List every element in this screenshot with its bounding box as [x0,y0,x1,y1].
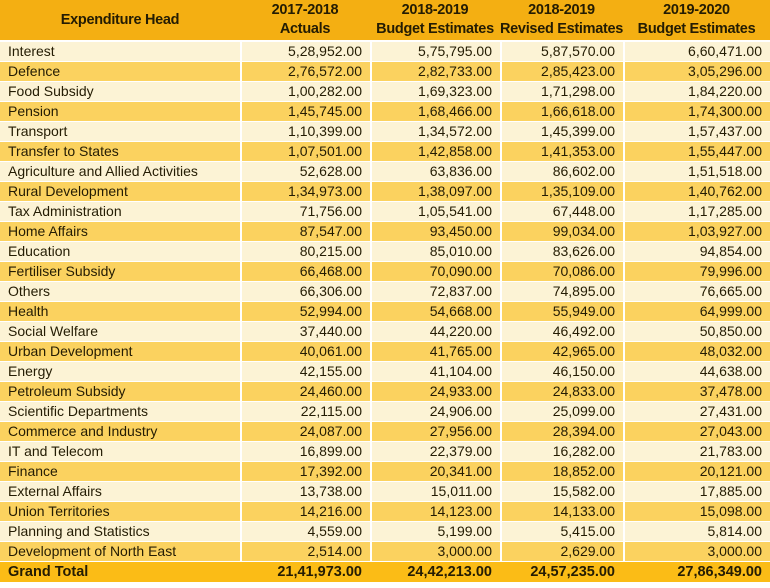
row-value-budget-estimates-next: 37,478.00 [623,382,770,402]
table-row [0,442,770,462]
column-header-period: 2019-2020 [663,2,730,18]
row-value-budget-estimates: 24,906.00 [370,402,500,422]
row-value-revised-estimates: 1,71,298.00 [500,82,623,102]
table-row [0,102,770,122]
row-value-actuals: 24,087.00 [240,422,370,442]
row-value-budget-estimates: 22,379.00 [370,442,500,462]
row-value-budget-estimates-next: 20,121.00 [623,462,770,482]
row-value-budget-estimates-next: 50,850.00 [623,322,770,342]
column-header-2018-2019-revised-estimates [500,0,623,42]
table-row [0,142,770,162]
row-value-budget-estimates: 5,75,795.00 [370,42,500,62]
row-value-budget-estimates-next: 3,05,296.00 [623,62,770,82]
row-value-budget-estimates-next: 79,996.00 [623,262,770,282]
table-row [0,82,770,102]
row-value-budget-estimates: 14,123.00 [370,502,500,522]
table-row [0,282,770,302]
row-value-revised-estimates: 1,66,618.00 [500,102,623,122]
table-row [0,182,770,202]
grand-total-value-revised-estimates: 24,57,235.00 [500,562,623,582]
row-value-budget-estimates: 72,837.00 [370,282,500,302]
grand-total-row [0,562,770,582]
row-value-budget-estimates: 54,668.00 [370,302,500,322]
table-row [0,122,770,142]
row-value-actuals: 71,756.00 [240,202,370,222]
row-value-budget-estimates-next: 64,999.00 [623,302,770,322]
row-value-actuals: 2,76,572.00 [240,62,370,82]
row-value-budget-estimates: 5,199.00 [370,522,500,542]
table-row [0,422,770,442]
table-row [0,502,770,522]
row-value-budget-estimates: 70,090.00 [370,262,500,282]
row-value-revised-estimates: 70,086.00 [500,262,623,282]
row-value-revised-estimates: 14,133.00 [500,502,623,522]
row-head: Energy [0,362,240,382]
table-row [0,202,770,222]
row-value-budget-estimates-next: 6,60,471.00 [623,42,770,62]
row-value-budget-estimates: 41,104.00 [370,362,500,382]
row-value-budget-estimates-next: 21,783.00 [623,442,770,462]
row-head: Interest [0,42,240,62]
row-value-budget-estimates: 1,42,858.00 [370,142,500,162]
row-value-budget-estimates: 20,341.00 [370,462,500,482]
row-value-revised-estimates: 24,833.00 [500,382,623,402]
column-header-kind: Actuals [279,21,331,37]
table-row [0,262,770,282]
table-body [0,42,770,562]
row-value-actuals: 37,440.00 [240,322,370,342]
row-value-actuals: 1,00,282.00 [240,82,370,102]
row-value-revised-estimates: 1,45,399.00 [500,122,623,142]
row-value-actuals: 13,738.00 [240,482,370,502]
row-value-revised-estimates: 46,492.00 [500,322,623,342]
row-value-budget-estimates-next: 1,03,927.00 [623,222,770,242]
row-head: Fertiliser Subsidy [0,262,240,282]
row-value-budget-estimates-next: 1,51,518.00 [623,162,770,182]
column-header-period: 2018-2019 [528,2,595,18]
column-header-kind: Budget Estimates [637,21,756,37]
table-row [0,322,770,342]
row-value-revised-estimates: 83,626.00 [500,242,623,262]
row-head: Scientific Departments [0,402,240,422]
row-value-budget-estimates-next: 27,043.00 [623,422,770,442]
table-row [0,242,770,262]
row-value-revised-estimates: 86,602.00 [500,162,623,182]
column-header-2019-2020-budget-estimates [623,0,770,42]
row-value-budget-estimates: 1,34,572.00 [370,122,500,142]
column-header-2018-2019-budget-estimates [370,0,500,42]
row-head: Food Subsidy [0,82,240,102]
row-value-actuals: 80,215.00 [240,242,370,262]
row-head: Agriculture and Allied Activities [0,162,240,182]
grand-total-value-budget-estimates: 24,42,213.00 [370,562,500,582]
row-head: Home Affairs [0,222,240,242]
table-row [0,382,770,402]
column-header-period: 2018-2019 [401,2,469,18]
table-header-row [0,0,770,42]
row-head: Development of North East [0,542,240,562]
table-row [0,542,770,562]
row-head: Finance [0,462,240,482]
row-value-revised-estimates: 25,099.00 [500,402,623,422]
row-head: Transfer to States [0,142,240,162]
row-head: Health [0,302,240,322]
column-header-expenditure-head: Expenditure Head [0,0,240,42]
table-row [0,522,770,542]
table-footer [0,562,770,582]
row-value-revised-estimates: 46,150.00 [500,362,623,382]
row-value-budget-estimates-next: 15,098.00 [623,502,770,522]
grand-total-value-budget-estimates-next: 27,86,349.00 [623,562,770,582]
table-row [0,362,770,382]
row-value-actuals: 66,468.00 [240,262,370,282]
row-head: Transport [0,122,240,142]
row-value-revised-estimates: 18,852.00 [500,462,623,482]
row-value-budget-estimates-next: 3,000.00 [623,542,770,562]
row-value-budget-estimates-next: 27,431.00 [623,402,770,422]
row-value-actuals: 1,10,399.00 [240,122,370,142]
row-value-actuals: 1,45,745.00 [240,102,370,122]
row-value-revised-estimates: 2,85,423.00 [500,62,623,82]
row-value-actuals: 16,899.00 [240,442,370,462]
row-value-budget-estimates: 24,933.00 [370,382,500,402]
row-head: Education [0,242,240,262]
row-value-actuals: 2,514.00 [240,542,370,562]
row-value-budget-estimates-next: 1,74,300.00 [623,102,770,122]
row-value-budget-estimates: 15,011.00 [370,482,500,502]
row-value-revised-estimates: 1,41,353.00 [500,142,623,162]
row-value-actuals: 5,28,952.00 [240,42,370,62]
row-value-actuals: 1,07,501.00 [240,142,370,162]
row-value-actuals: 87,547.00 [240,222,370,242]
row-value-budget-estimates: 2,82,733.00 [370,62,500,82]
row-value-revised-estimates: 74,895.00 [500,282,623,302]
row-value-revised-estimates: 42,965.00 [500,342,623,362]
row-value-actuals: 1,34,973.00 [240,182,370,202]
row-head: Rural Development [0,182,240,202]
row-value-budget-estimates: 3,000.00 [370,542,500,562]
row-head: Commerce and Industry [0,422,240,442]
row-value-budget-estimates: 1,38,097.00 [370,182,500,202]
row-value-actuals: 22,115.00 [240,402,370,422]
row-head: Defence [0,62,240,82]
table-header [0,0,770,42]
row-head: Petroleum Subsidy [0,382,240,402]
row-value-actuals: 24,460.00 [240,382,370,402]
row-head: Urban Development [0,342,240,362]
row-value-actuals: 66,306.00 [240,282,370,302]
row-head: Planning and Statistics [0,522,240,542]
row-value-actuals: 52,994.00 [240,302,370,322]
row-value-actuals: 4,559.00 [240,522,370,542]
row-head: Tax Administration [0,202,240,222]
row-value-revised-estimates: 99,034.00 [500,222,623,242]
row-head: Social Welfare [0,322,240,342]
row-head: External Affairs [0,482,240,502]
grand-total-label: Grand Total [0,562,240,582]
row-value-revised-estimates: 55,949.00 [500,302,623,322]
row-value-revised-estimates: 28,394.00 [500,422,623,442]
row-head: Pension [0,102,240,122]
column-header-kind: Budget Estimates [376,21,494,37]
row-value-actuals: 42,155.00 [240,362,370,382]
row-value-budget-estimates: 85,010.00 [370,242,500,262]
row-value-budget-estimates-next: 17,885.00 [623,482,770,502]
row-value-budget-estimates: 93,450.00 [370,222,500,242]
row-value-budget-estimates: 44,220.00 [370,322,500,342]
table-row [0,62,770,82]
row-head: IT and Telecom [0,442,240,462]
row-value-actuals: 17,392.00 [240,462,370,482]
row-value-actuals: 52,628.00 [240,162,370,182]
row-value-budget-estimates: 41,765.00 [370,342,500,362]
column-header-2017-2018-actuals [240,0,370,42]
table-row [0,462,770,482]
row-value-budget-estimates-next: 1,17,285.00 [623,202,770,222]
row-value-actuals: 40,061.00 [240,342,370,362]
table-row [0,222,770,242]
row-value-budget-estimates-next: 76,665.00 [623,282,770,302]
row-value-budget-estimates: 27,956.00 [370,422,500,442]
row-value-budget-estimates: 1,68,466.00 [370,102,500,122]
row-value-budget-estimates-next: 44,638.00 [623,362,770,382]
row-value-budget-estimates-next: 1,57,437.00 [623,122,770,142]
row-value-budget-estimates-next: 94,854.00 [623,242,770,262]
table-row [0,302,770,322]
column-header-kind: Revised Estimates [500,21,623,37]
table-row [0,162,770,182]
table-row [0,342,770,362]
row-value-revised-estimates: 1,35,109.00 [500,182,623,202]
row-value-revised-estimates: 2,629.00 [500,542,623,562]
row-value-revised-estimates: 15,582.00 [500,482,623,502]
column-header-period: 2017-2018 [271,2,339,18]
row-head: Others [0,282,240,302]
row-value-revised-estimates: 67,448.00 [500,202,623,222]
row-value-revised-estimates: 5,415.00 [500,522,623,542]
row-value-revised-estimates: 16,282.00 [500,442,623,462]
row-value-budget-estimates: 1,69,323.00 [370,82,500,102]
row-value-budget-estimates-next: 48,032.00 [623,342,770,362]
row-value-budget-estimates-next: 1,55,447.00 [623,142,770,162]
table-row [0,402,770,422]
row-value-budget-estimates-next: 1,40,762.00 [623,182,770,202]
row-head: Union Territories [0,502,240,522]
table-row [0,42,770,62]
table-row [0,482,770,502]
row-value-budget-estimates: 63,836.00 [370,162,500,182]
row-value-budget-estimates-next: 1,84,220.00 [623,82,770,102]
grand-total-value-actuals: 21,41,973.00 [240,562,370,582]
row-value-budget-estimates-next: 5,814.00 [623,522,770,542]
row-value-budget-estimates: 1,05,541.00 [370,202,500,222]
row-value-actuals: 14,216.00 [240,502,370,522]
row-value-revised-estimates: 5,87,570.00 [500,42,623,62]
